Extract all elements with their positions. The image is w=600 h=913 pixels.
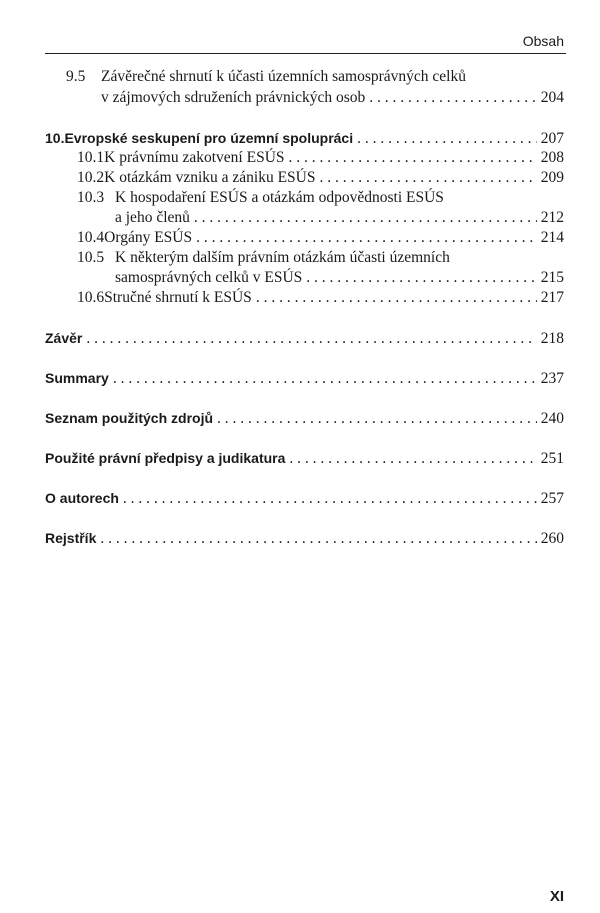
toc-entry-pravni-predpisy[interactable] bbox=[45, 448, 564, 469]
leader-dots bbox=[256, 288, 537, 308]
leader-dots bbox=[289, 449, 536, 469]
toc-title: Rejstřík bbox=[45, 530, 97, 546]
toc-page: 240 bbox=[540, 410, 564, 427]
toc-number: 10.4 bbox=[77, 229, 105, 246]
toc-number: 10.6 bbox=[77, 289, 105, 306]
toc-entry-seznam-zdroju[interactable] bbox=[45, 408, 564, 429]
toc-entry-10-4[interactable] bbox=[77, 228, 564, 248]
running-header-title: Obsah bbox=[522, 33, 564, 49]
toc-title-cont: samosprávných celků v ESÚS bbox=[115, 269, 303, 286]
toc-title: K právnímu zakotvení ESÚS bbox=[104, 149, 285, 166]
toc-title: Závěr bbox=[45, 330, 83, 346]
leader-dots bbox=[217, 409, 537, 429]
toc-entry-10-2[interactable] bbox=[77, 168, 564, 188]
toc-page: 204 bbox=[540, 89, 564, 106]
toc-title: Summary bbox=[45, 370, 109, 386]
toc-number: 9.5 bbox=[66, 68, 86, 85]
toc-title: Seznam použitých zdrojů bbox=[45, 410, 214, 426]
toc-page: 217 bbox=[540, 289, 564, 306]
toc-entry-10-3[interactable] bbox=[115, 208, 564, 228]
toc-entry-10-6[interactable] bbox=[77, 288, 564, 308]
leader-dots bbox=[123, 489, 537, 509]
toc-number: 10.2 bbox=[77, 169, 105, 186]
leader-dots bbox=[100, 529, 536, 549]
toc-title-cont: v zájmových sdruženích právnických osob bbox=[101, 89, 366, 106]
toc-number: 10. bbox=[45, 130, 65, 146]
toc-entry-summary[interactable] bbox=[45, 368, 564, 389]
toc-page: 209 bbox=[540, 169, 564, 186]
toc-entry-10-1[interactable] bbox=[77, 148, 564, 168]
toc-entry-10-3-line1 bbox=[77, 188, 444, 208]
header-rule bbox=[45, 53, 566, 54]
toc-number: 10.1 bbox=[77, 149, 105, 166]
toc-title: Stručné shrnutí k ESÚS bbox=[104, 289, 252, 306]
toc-entry-o-autorech[interactable] bbox=[45, 488, 564, 509]
toc-entry-10-5-line1 bbox=[77, 248, 450, 268]
toc-title: Evropské seskupení pro územní spolupráci bbox=[64, 130, 354, 146]
toc-title: O autorech bbox=[45, 490, 119, 506]
toc-title: K některým dalším právním otázkám účasti územních bbox=[115, 249, 450, 266]
leader-dots bbox=[194, 208, 537, 228]
toc-title: Orgány ESÚS bbox=[104, 229, 193, 246]
leader-dots bbox=[289, 148, 537, 168]
leader-dots bbox=[357, 129, 537, 149]
toc-number: 10.5 bbox=[77, 249, 105, 266]
toc-page: 218 bbox=[540, 330, 564, 347]
toc-entry-10-5[interactable] bbox=[115, 268, 564, 288]
toc-page: 260 bbox=[540, 530, 564, 547]
leader-dots bbox=[319, 168, 536, 188]
toc-page: 208 bbox=[540, 149, 564, 166]
page-number: XI bbox=[549, 888, 564, 905]
leader-dots bbox=[86, 329, 536, 349]
toc-entry-9-5-line1 bbox=[66, 67, 466, 87]
toc-entry-rejstrik[interactable] bbox=[45, 528, 564, 549]
toc-title: K hospodaření ESÚS a otázkám odpovědnosti ESÚS bbox=[115, 189, 444, 206]
toc-title: K otázkám vzniku a zániku ESÚS bbox=[104, 169, 316, 186]
toc-title-cont: a jeho členů bbox=[115, 209, 190, 226]
toc-title: Závěrečné shrnutí k účasti územních samosprávných celků bbox=[101, 68, 466, 85]
toc-number: 10.3 bbox=[77, 189, 105, 206]
toc-entry-9-5[interactable] bbox=[101, 88, 564, 108]
leader-dots bbox=[369, 88, 536, 108]
toc-entry-zaver[interactable] bbox=[45, 328, 564, 349]
leader-dots bbox=[306, 268, 536, 288]
toc-title: Použité právní předpisy a judikatura bbox=[45, 450, 286, 466]
toc-page: 251 bbox=[540, 450, 564, 467]
toc-page: 207 bbox=[540, 130, 564, 147]
toc-page: 214 bbox=[540, 229, 564, 246]
toc-page: 215 bbox=[540, 269, 564, 286]
toc-page: 257 bbox=[540, 490, 564, 507]
leader-dots bbox=[196, 228, 537, 248]
leader-dots bbox=[113, 369, 537, 389]
toc-entry-chapter-10[interactable] bbox=[45, 128, 564, 149]
toc-page: 237 bbox=[540, 370, 564, 387]
toc-page: 212 bbox=[540, 209, 564, 226]
